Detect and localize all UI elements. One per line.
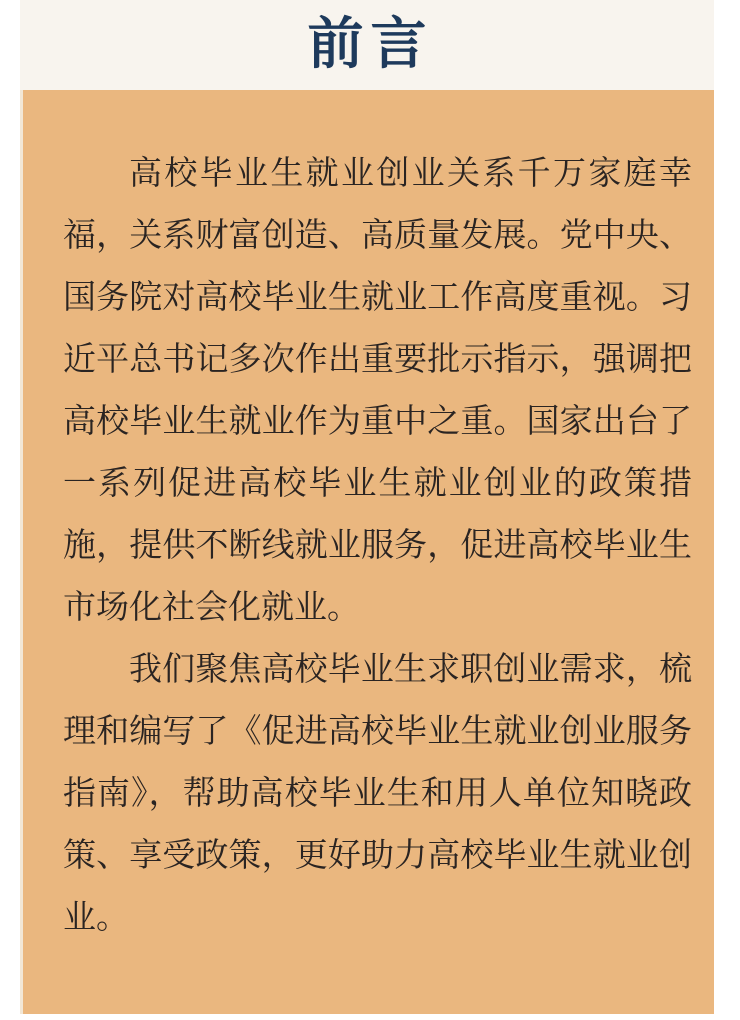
body-paragraph-2: 我们聚焦高校毕业生求职创业需求，梳理和编写了《促进高校毕业生就业创业服务指南》，帮助高校毕业生和用人单位知晓政策、享受政策，更好助力高校毕业生就业创业。 — [63, 650, 692, 935]
page-header — [20, 0, 714, 90]
page-body — [20, 90, 714, 1014]
body-paragraph-1: 高校毕业生就业创业关系千万家庭幸福，关系财富创造、高质量发展。党中央、国务院对高校毕业生就业工作高度重视。习近平总书记多次作出重要批示指示，强调把高校毕业生就业作为重中之重。国家出台了一系列促进高校毕业生就业创业的政策措施，提供不断线就业服务，促进高校毕业生市场化社会化就业。 — [63, 154, 692, 625]
page-title: 前言 — [307, 14, 434, 76]
preface-page — [20, 0, 714, 1014]
